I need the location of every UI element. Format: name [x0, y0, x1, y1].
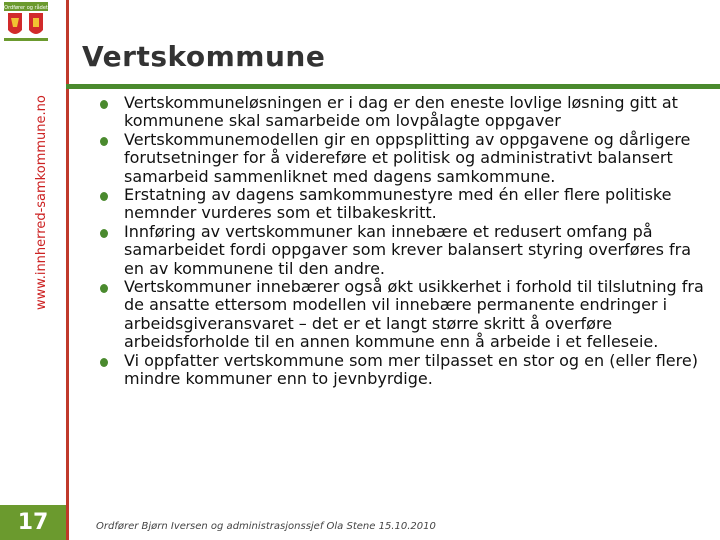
vertical-divider: [66, 0, 69, 540]
bullet-dot-icon: [100, 229, 108, 238]
bullet-item: [96, 94, 708, 131]
bullet-item: [96, 352, 708, 389]
bullet-list: [96, 94, 708, 389]
logo-banner-text: Ordfører og rådet: [4, 5, 48, 11]
bullet-item: [96, 131, 708, 186]
bullet-dot-icon: [100, 284, 108, 293]
footer-text: Ordfører Bjørn Iversen og administrasjonssjef Ola Stene 15.10.2010: [96, 521, 436, 532]
slide-number: 17: [0, 505, 66, 540]
bullet-item: [96, 278, 708, 352]
bullet-dot-icon: [100, 137, 108, 146]
slide-title: Vertskommune: [82, 40, 326, 73]
bullet-item: [96, 186, 708, 223]
bullet-text: Vi oppfatter vertskommune som mer tilpasset en stor og en (eller flere) mindre kommuner enn to jevnbyrdige.: [124, 350, 698, 389]
bullet-dot-icon: [100, 100, 108, 109]
bullet-text: Vertskommuner innebærer også økt usikkerhet i forhold til tilslutning fra de ansatte ettersom modellen vil innebære permanente endringer i arbeidsgiveransvaret – det er et langt større skritt å overføre arbeidsforholde til en annen kommune enn å arbeide i et felleseie.: [124, 277, 704, 352]
website-url[interactable]: www.innherred-samkommune.no: [34, 95, 49, 310]
bullet-text: Erstatning av dagens samkommunestyre med én eller flere politiske nemnder vurderes som et tilbakeskritt.: [124, 185, 672, 223]
sidebar: [0, 0, 66, 540]
bullet-text: Vertskommuneløsningen er i dag er den eneste lovlige løsning gitt at kommunene skal samarbeide om lovpålagte oppgaver: [124, 93, 678, 131]
bullet-dot-icon: [100, 192, 108, 201]
bullet-text: Vertskommunemodellen gir en oppsplitting av oppgavene og dårligere forutsetninger for å videreføre et politisk og administrativt balansert samarbeid sammenliknet med dagens samkommune.: [124, 129, 691, 186]
bullet-item: [96, 223, 708, 278]
coat-of-arms-logo-icon: [2, 0, 50, 44]
bullet-dot-icon: [100, 358, 108, 367]
bullet-text: Innføring av vertskommuner kan innebære et redusert omfang på samarbeidet fordi oppgaver som krever balansert styring overføres fra en av kommunene til den andre.: [124, 221, 692, 278]
title-divider: [66, 84, 720, 89]
